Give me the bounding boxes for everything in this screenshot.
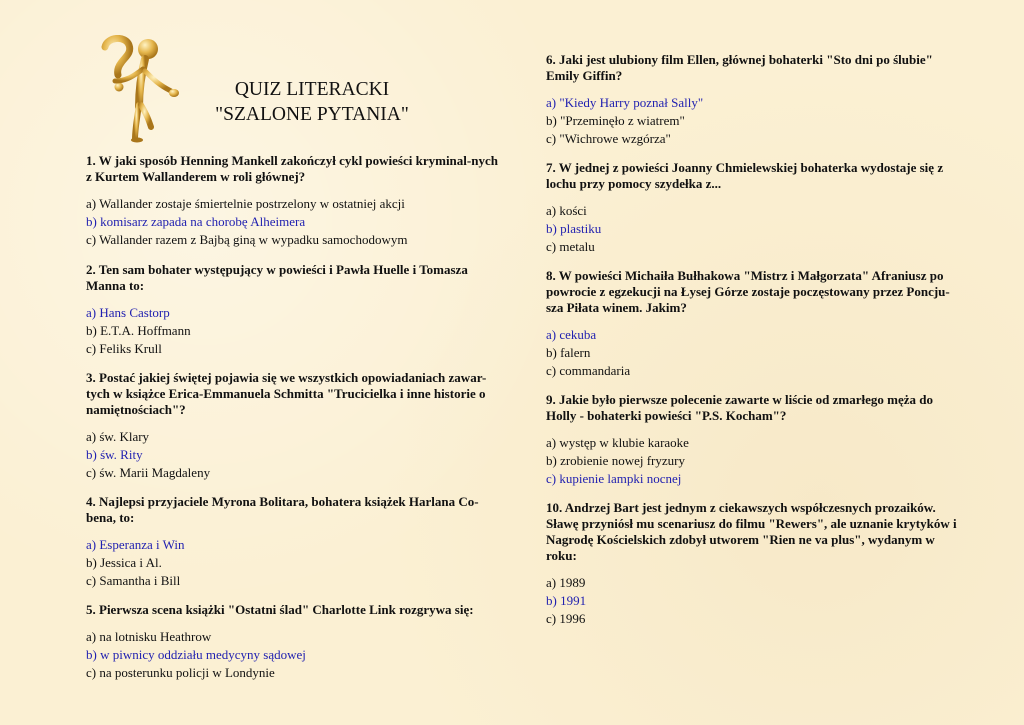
answer-option: c) Samantha i Bill (86, 573, 181, 588)
question-text: 4. Najlepsi przyjaciele Myrona Bolitara, bohatera książek Harlana Co-bena, to: (86, 494, 479, 525)
answer-option: b) zrobienie nowej fryzury (546, 453, 685, 468)
answer-option: a) Wallander zostaje śmiertelnie postrzelony w ostatniej akcji (86, 196, 405, 211)
answer-option-correct: b) komisarz zapada na chorobę Alheimera (86, 214, 306, 229)
answer-option-correct: b) św. Rity (86, 447, 143, 462)
answer-option-correct: b) 1991 (546, 593, 587, 608)
question-block (546, 52, 966, 148)
answer-option: a) kości (546, 203, 587, 218)
page-title (187, 77, 437, 127)
question-block (546, 500, 966, 628)
question-block (86, 602, 506, 682)
answer-option: b) falern (546, 345, 591, 360)
answer-option: a) na lotnisku Heathrow (86, 629, 212, 644)
answer-option: a) 1989 (546, 575, 586, 590)
answer-option-correct: a) Esperanza i Win (86, 537, 185, 552)
answer-option-correct: b) plastiku (546, 221, 602, 236)
answer-option: c) św. Marii Magdaleny (86, 465, 211, 480)
answer-option: c) "Wichrowe wzgórza" (546, 131, 671, 146)
answer-option: b) "Przeminęło z wiatrem" (546, 113, 685, 128)
question-text: 7. W jednej z powieści Joanny Chmielewskiej bohaterka wydostaje się z lochu przy pomocy szydełka z... (546, 160, 944, 191)
question-text: 10. Andrzej Bart jest jednym z ciekawszych współczesnych prozaików. Sławę przyniósł mu scenariusz do filmu "Rewers", ale uznanie krytyków i Nagrodę Kościelskich zdobył utworem "Rien ne va plus", wydanym w roku: (546, 500, 957, 563)
answer-option-correct: c) kupienie lampki nocnej (546, 471, 682, 486)
title-line-2: "SZALONE PYTANIA" (215, 104, 409, 125)
answer-option: a) św. Klary (86, 429, 150, 444)
question-block (86, 262, 506, 358)
answer-option: a) występ w klubie karaoke (546, 435, 689, 450)
question-text: 1. W jaki sposób Henning Mankell zakończył cykl powieści kryminal-nych z Kurtem Wallanderem w roli głównej? (86, 153, 498, 184)
answer-option-correct: a) "Kiedy Harry poznał Sally" (546, 95, 704, 110)
question-text: 8. W powieści Michaiła Bułhakowa "Mistrz i Małgorzata" Afraniusz po powrocie z egzekucji na Łysej Górze zostaje poczęstowany przez Poncju-sza Piłata winem. Jakim? (546, 268, 950, 315)
answer-option: c) Feliks Krull (86, 341, 162, 356)
answer-option: b) Jessica i Al. (86, 555, 162, 570)
question-block (546, 268, 966, 380)
quiz-header (95, 35, 515, 145)
question-text: 2. Ten sam bohater występujący w powieści i Pawła Huelle i Tomasza Manna to: (86, 262, 468, 293)
question-text: 9. Jakie było pierwsze polecenie zawarte w liście od zmarłego męża do Holly - bohaterki powieści "P.S. Kocham"? (546, 392, 934, 423)
answer-option: c) na posterunku policji w Londynie (86, 665, 275, 680)
question-block (546, 160, 966, 256)
answer-option: c) Wallander razem z Bajbą giną w wypadku samochodowym (86, 232, 408, 247)
question-text: 5. Pierwsza scena książki "Ostatni ślad" Charlotte Link rozgrywa się: (86, 602, 474, 617)
answer-option-correct: a) Hans Castorp (86, 305, 170, 320)
question-block (546, 392, 966, 488)
gold-question-mark-figure-icon (95, 35, 185, 143)
question-text: 6. Jaki jest ulubiony film Ellen, głównej bohaterki "Sto dni po ślubie" Emily Giffin? (546, 52, 933, 83)
answer-option: c) commandaria (546, 363, 631, 378)
answer-option: c) 1996 (546, 611, 586, 626)
question-block (86, 370, 506, 482)
answer-option: b) E.T.A. Hoffmann (86, 323, 191, 338)
question-block (86, 153, 506, 249)
title-line-1: QUIZ LITERACKI (234, 79, 390, 100)
answer-option: c) metalu (546, 239, 595, 254)
answer-option-correct: a) cekuba (546, 327, 597, 342)
question-block (86, 494, 506, 590)
answer-option-correct: b) w piwnicy oddziału medycyny sądowej (86, 647, 306, 662)
question-text: 3. Postać jakiej świętej pojawia się we wszystkich opowiadaniach zawar-tych w książce Erica-Emmanuela Schmitta "Trucicielka i inne historie o namiętnościach"? (86, 370, 487, 417)
